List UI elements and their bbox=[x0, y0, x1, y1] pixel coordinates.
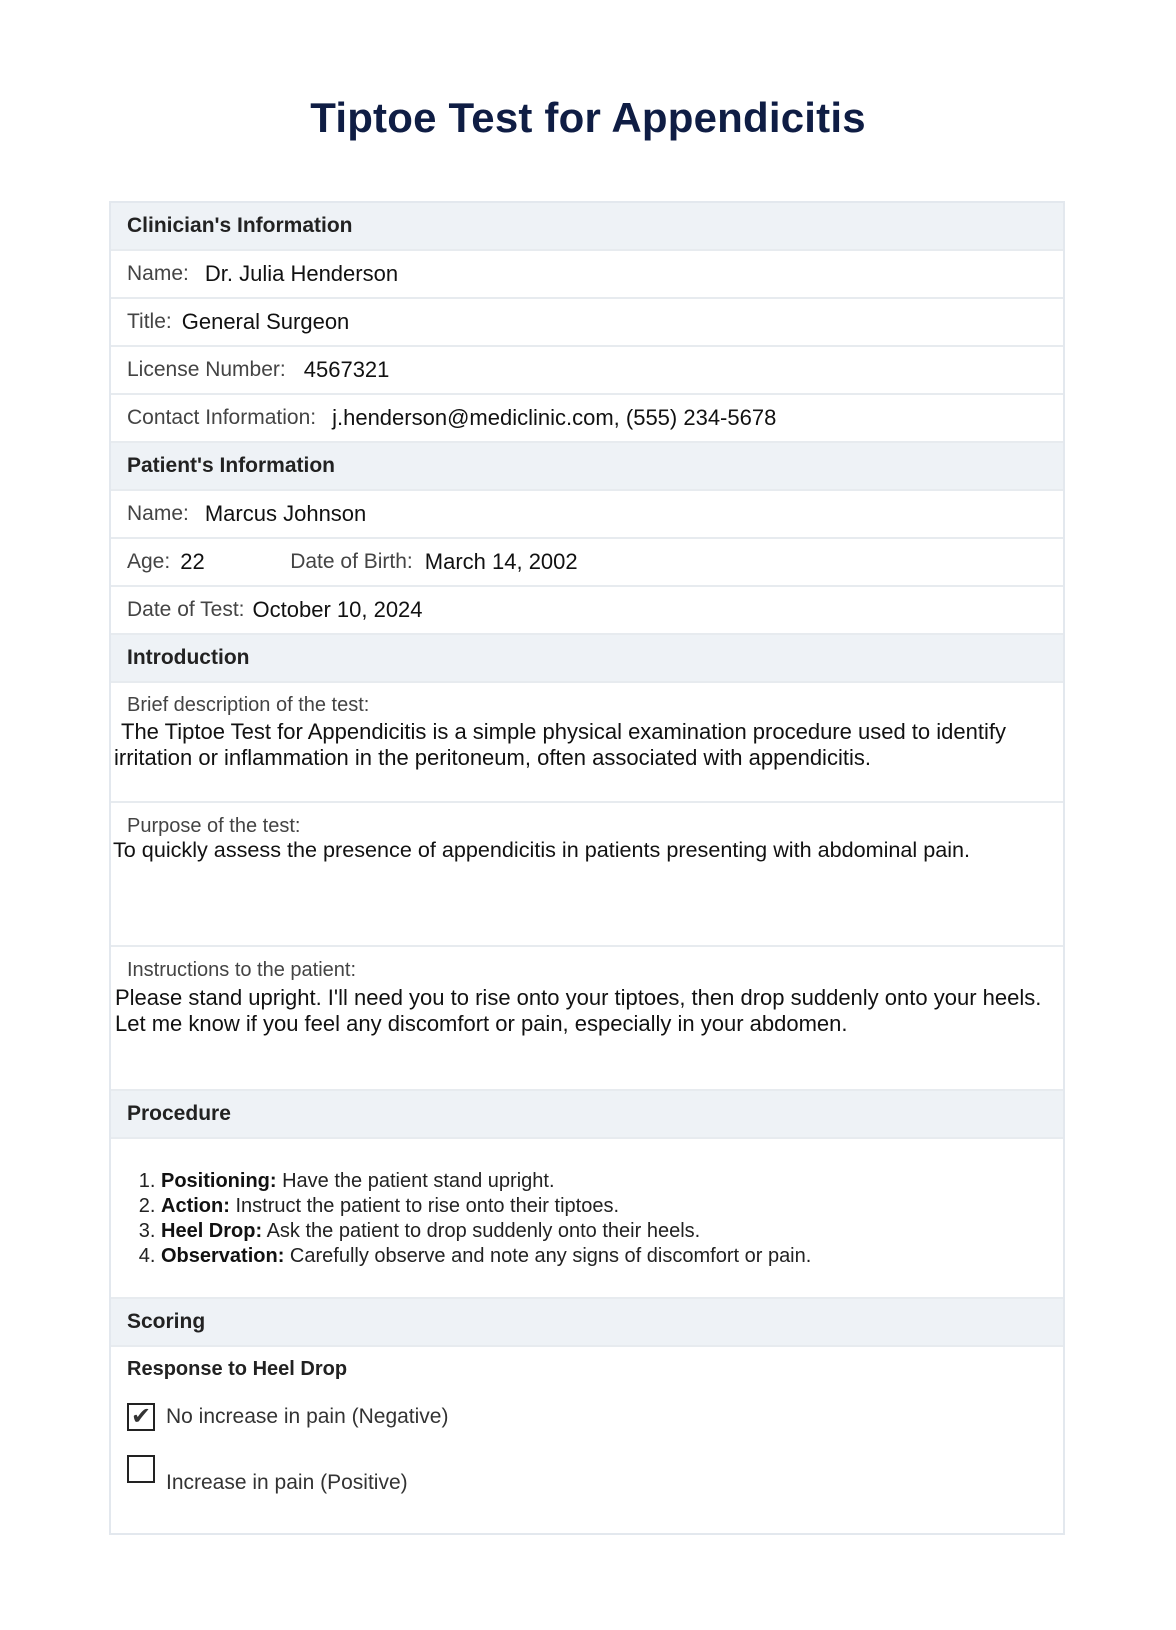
page-title: Tiptoe Test for Appendicitis bbox=[310, 94, 866, 141]
age-value[interactable]: 22 bbox=[180, 549, 205, 574]
procedure-step bbox=[161, 1194, 1063, 1219]
procedure-step-text: Have the patient stand upright. bbox=[282, 1170, 555, 1192]
clinician-name-label: Name: bbox=[127, 262, 189, 285]
clinician-name-value[interactable]: Dr. Julia Henderson bbox=[204, 261, 399, 286]
checkbox-positive[interactable] bbox=[127, 1455, 155, 1483]
dob-label: Date of Birth: bbox=[290, 550, 413, 573]
procedure-block bbox=[111, 1139, 1063, 1299]
test-date-label: Date of Test: bbox=[127, 598, 245, 621]
contact-value[interactable]: j.henderson@mediclinic.com, (555) 234-5678 bbox=[332, 405, 777, 430]
age-label: Age: bbox=[127, 550, 171, 573]
procedure-step-text: Instruct the patient to rise onto their tiptoes. bbox=[235, 1195, 619, 1217]
purpose-block bbox=[111, 803, 1063, 947]
age-dob-row bbox=[111, 539, 1063, 587]
license-value[interactable]: 4567321 bbox=[303, 357, 390, 382]
test-date-row bbox=[111, 587, 1063, 635]
test-date-value[interactable]: October 10, 2024 bbox=[252, 597, 423, 622]
option-positive[interactable] bbox=[127, 1457, 408, 1495]
clinician-name-row bbox=[111, 251, 1063, 299]
procedure-step-term: Heel Drop: bbox=[161, 1220, 263, 1242]
scoring-subheader: Response to Heel Drop bbox=[127, 1358, 348, 1380]
procedure-steps-list bbox=[111, 1169, 1063, 1269]
assessment-form bbox=[109, 201, 1065, 1535]
introduction-section-header: Introduction bbox=[111, 635, 1063, 683]
license-row bbox=[111, 347, 1063, 395]
procedure-section-header: Procedure bbox=[111, 1091, 1063, 1139]
procedure-step bbox=[161, 1219, 1063, 1244]
purpose-text[interactable]: To quickly assess the presence of appendicitis in patients presenting with abdominal pain. bbox=[113, 837, 971, 862]
procedure-step bbox=[161, 1244, 1063, 1269]
dob-value[interactable]: March 14, 2002 bbox=[424, 549, 578, 574]
instructions-block bbox=[111, 947, 1063, 1091]
option-positive-label: Increase in pain (Positive) bbox=[166, 1471, 408, 1494]
procedure-step-term: Observation: bbox=[161, 1245, 285, 1267]
clinician-title-value[interactable]: General Surgeon bbox=[181, 309, 350, 334]
checkbox-negative[interactable]: ✔ bbox=[127, 1403, 155, 1431]
instructions-label: Instructions to the patient: bbox=[127, 959, 357, 981]
patient-name-label: Name: bbox=[127, 502, 189, 525]
option-negative-label: No increase in pain (Negative) bbox=[166, 1405, 449, 1428]
clinician-title-row bbox=[111, 299, 1063, 347]
license-label: License Number: bbox=[127, 358, 286, 381]
procedure-step-text: Ask the patient to drop suddenly onto their heels. bbox=[266, 1220, 701, 1242]
contact-label: Contact Information: bbox=[127, 406, 317, 429]
patient-name-value[interactable]: Marcus Johnson bbox=[204, 501, 367, 526]
patient-section-header: Patient's Information bbox=[111, 443, 1063, 491]
clinician-section-header: Clinician's Information bbox=[111, 203, 1063, 251]
procedure-step-text: Carefully observe and note any signs of discomfort or pain. bbox=[289, 1245, 812, 1267]
procedure-step-term: Action: bbox=[161, 1195, 230, 1217]
procedure-step-term: Positioning: bbox=[161, 1170, 277, 1192]
procedure-step bbox=[161, 1169, 1063, 1194]
description-block bbox=[111, 683, 1063, 803]
patient-name-row bbox=[111, 491, 1063, 539]
description-text[interactable]: The Tiptoe Test for Appendicitis is a simple physical examination procedure used to identify irritation or inflammation in the peritoneum, often associated with appendicitis. bbox=[114, 719, 1006, 770]
description-label: Brief description of the test: bbox=[127, 694, 370, 716]
scoring-section-header: Scoring bbox=[111, 1299, 1063, 1347]
clinician-title-label: Title: bbox=[127, 310, 172, 333]
scoring-block bbox=[111, 1347, 1063, 1533]
purpose-label: Purpose of the test: bbox=[127, 815, 301, 837]
option-negative[interactable] bbox=[127, 1403, 448, 1431]
contact-row bbox=[111, 395, 1063, 443]
instructions-text[interactable]: Please stand upright. I'll need you to rise onto your tiptoes, then drop suddenly onto your heels. Let me know if you feel any discomfort or pain, especially in your abdomen. bbox=[115, 985, 1042, 1036]
